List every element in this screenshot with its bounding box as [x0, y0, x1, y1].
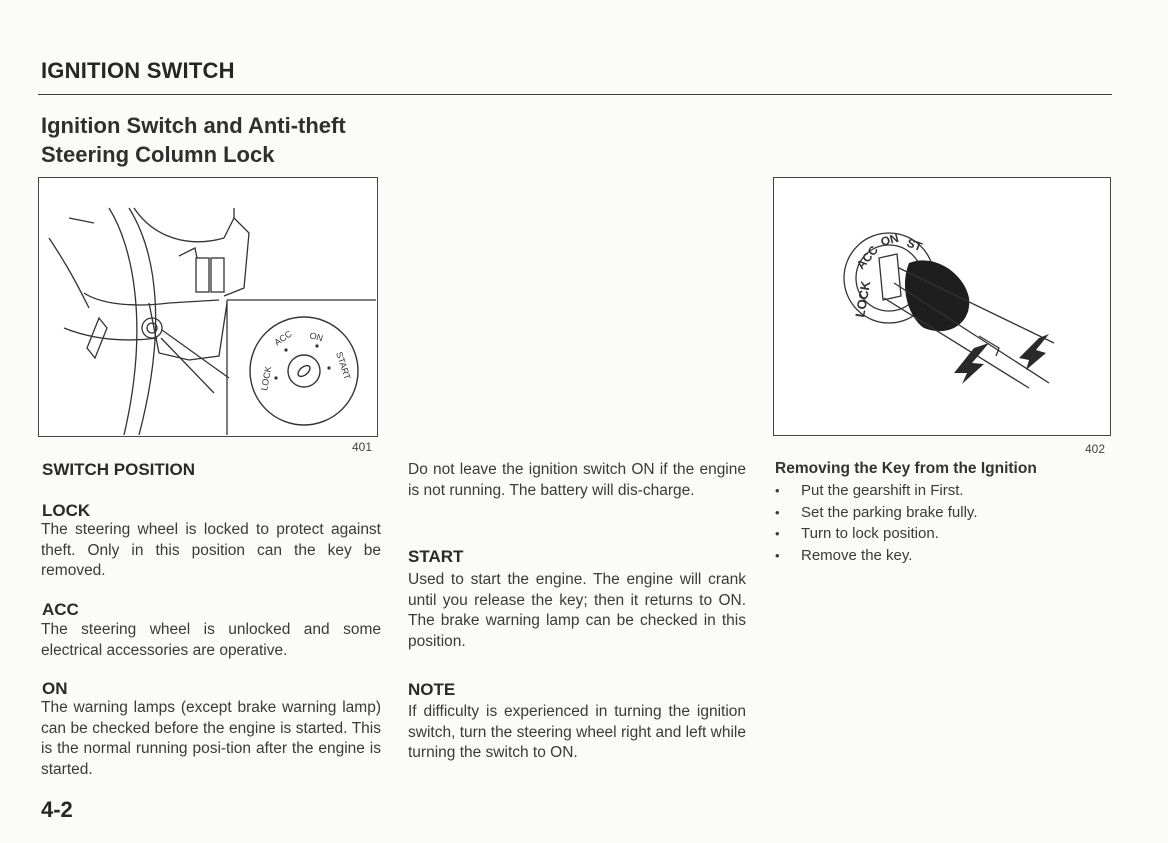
list-item: • Turn to lock position. [773, 523, 977, 545]
dial-label-lock: LOCK [259, 365, 274, 392]
steering-column-illustration [39, 178, 376, 435]
subtitle-line-2: Steering Column Lock [41, 142, 275, 167]
ignition-dial [250, 317, 358, 425]
figure-key-removal [773, 177, 1111, 436]
subtitle-line-1: Ignition Switch and Anti-theft [41, 113, 346, 138]
note-description: If difficulty is experienced in turning the ignition switch, turn the steering wheel right and left while turning the switch to ON. [408, 703, 746, 761]
fig2-label-lock: LOCK [852, 279, 874, 319]
list-item: • Remove the key. [773, 545, 977, 567]
on-description: The warning lamps (except brake warning lamp) can be checked before the engine is started. This is the normal running posi-tion after the engine is started. [41, 699, 381, 778]
page-subtitle [41, 111, 401, 169]
fig2-label-st: ST [904, 235, 925, 255]
start-description: Used to start the engine. The engine will crank until you release the key; then it returns to ON. The brake warning lamp can be checked in this position. [408, 571, 746, 650]
figure-steering-column [38, 177, 378, 437]
note-heading: NOTE [408, 680, 456, 699]
acc-heading: ACC [42, 600, 79, 619]
figure-number-401: 401 [352, 440, 373, 454]
arrow-right [1019, 334, 1049, 370]
dial-label-on: ON [308, 330, 325, 344]
list-item: • Set the parking brake fully. [773, 502, 977, 524]
remove-key-heading: Removing the Key from the Ignition [775, 460, 1037, 477]
list-item: • Put the gearshift in First. [773, 480, 977, 502]
lock-heading: LOCK [42, 501, 91, 520]
figure-number-402: 402 [1085, 442, 1106, 456]
dial-label-start: START [334, 350, 353, 381]
on-heading: ON [42, 679, 68, 698]
page-number: 4-2 [41, 797, 73, 822]
section-title: IGNITION SWITCH [41, 58, 235, 83]
switch-position-heading: SWITCH POSITION [42, 460, 195, 479]
lock-description: The steering wheel is locked to protect against theft. Only in this position can the key be removed. [41, 521, 381, 579]
dial-label-acc: ACC [272, 328, 294, 348]
key-removal-illustration [774, 178, 1109, 434]
header-rule [38, 94, 1112, 95]
remove-key-steps [773, 480, 977, 566]
acc-description: The steering wheel is unlocked and some electrical accessories are operative. [41, 621, 381, 659]
intro-warning-text: Do not leave the ignition switch ON if the engine is not running. The battery will dis-charge. [408, 461, 746, 499]
start-heading: START [408, 547, 464, 566]
arrow-left [954, 343, 989, 384]
fig2-label-on: ON [879, 230, 901, 249]
fig2-label-acc: ACC [853, 243, 882, 272]
